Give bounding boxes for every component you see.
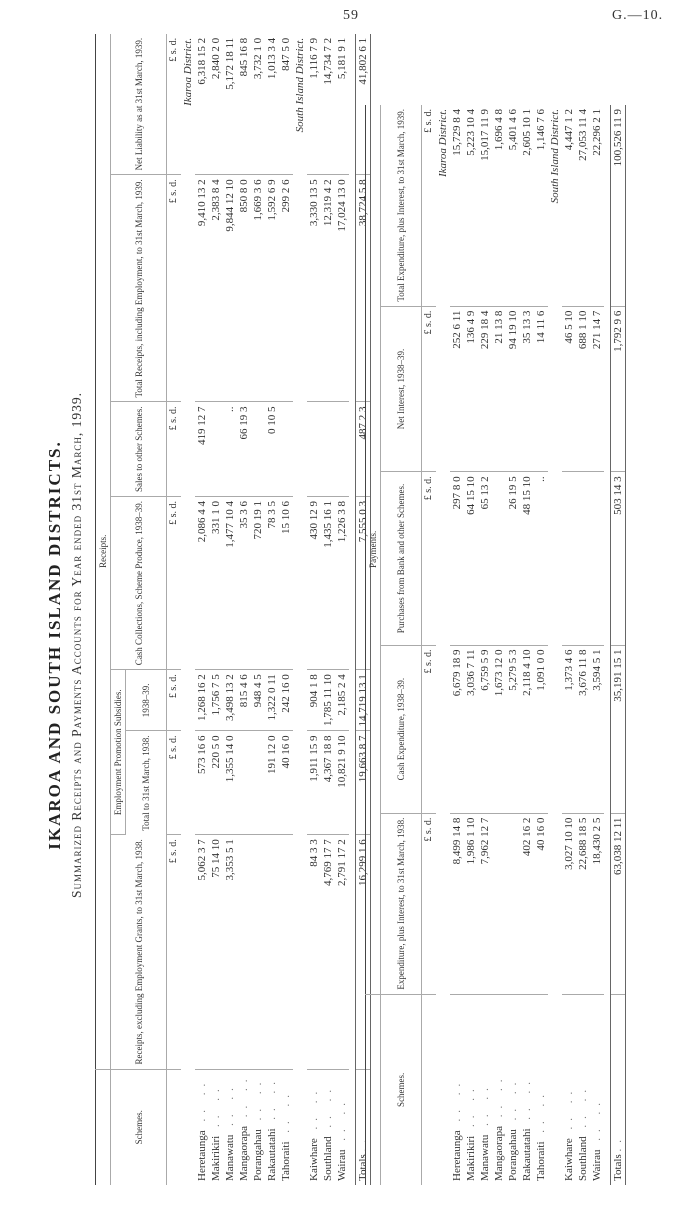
receipts-schemes-header: Schemes. [111, 1069, 167, 1185]
table-cell: 2,185 2 4 [335, 670, 349, 731]
table-cell: 845 16 8 [237, 34, 251, 175]
table-cell: 63,038 12 11 [611, 813, 626, 994]
unit-label: £ s. d. [167, 175, 182, 402]
scheme-name: Manawatu .. .. [479, 1082, 491, 1181]
table-row [307, 34, 321, 1185]
table-cell: 1,756 7 5 [209, 670, 223, 731]
table-cell: 3,732 1 0 [251, 34, 265, 175]
scheme-name: Makirikiri .. .. [210, 1083, 222, 1181]
table-cell: 297 8 0 [450, 472, 464, 645]
table-cell: 904 1 8 [307, 670, 321, 731]
table-cell: 9,410 13 2 [195, 175, 209, 402]
table-cell: 14,734 7 2 [321, 34, 335, 175]
table-cell: 78 3 5 [265, 496, 279, 669]
table-cell: 84 3 3 [307, 835, 321, 1069]
table-row [223, 34, 237, 1185]
table-cell [279, 835, 293, 1069]
unit-label: £ s. d. [422, 306, 437, 472]
scheme-name: Wairau .. .. [591, 1097, 603, 1181]
table-cell [576, 472, 590, 645]
table-cell: 430 12 9 [307, 496, 321, 669]
table-cell: 75 14 10 [209, 835, 223, 1069]
unit-label: £ s. d. [167, 670, 182, 731]
payments-table [365, 105, 626, 1185]
table-row [534, 105, 548, 1185]
table-cell [492, 813, 506, 994]
table-cell: 1,268 16 2 [195, 670, 209, 731]
table-cell: 1,792 9 6 [611, 306, 626, 472]
table-cell: 5,181 9 1 [335, 34, 349, 175]
payments-schemes-header: Schemes. [381, 994, 422, 1185]
receipts-heading: Receipts. [96, 34, 111, 1069]
scheme-name: Wairau .. .. [336, 1097, 348, 1181]
receipts-south-rows [307, 34, 349, 1185]
table-cell: 41,802 6 1 [356, 34, 371, 175]
table-cell: 331 1 0 [209, 496, 223, 669]
table-cell: 5,401 4 6 [506, 105, 520, 306]
table-cell: 487 2 3 [356, 402, 371, 496]
unit-label: £ s. d. [422, 105, 437, 306]
page-number: 59 [343, 8, 359, 23]
total-receipts-header: Total Receipts, including Employment, to 31st March, 1939. [111, 175, 167, 402]
table-cell: 850 8 0 [237, 175, 251, 402]
table-cell: 1,673 12 0 [492, 645, 506, 813]
table-row [450, 105, 464, 1185]
table-cell: 35 13 3 [520, 306, 534, 472]
scheme-name: Heretaunga .. .. [451, 1077, 463, 1181]
table-cell: 4,447 1 2 [562, 105, 576, 306]
document-reference: G.—10. [612, 8, 664, 23]
table-cell: 1,669 3 6 [251, 175, 265, 402]
table-cell: 100,526 11 9 [611, 105, 626, 306]
table-cell: 815 4 6 [237, 670, 251, 731]
table-cell [321, 402, 335, 496]
table-cell: 1,091 0 0 [534, 645, 548, 813]
table-cell: 5,172 18 11 [223, 34, 237, 175]
table-cell: 3,036 7 11 [464, 645, 478, 813]
table-cell: 64 15 10 [464, 472, 478, 645]
section-south-island: South Island District. [294, 37, 306, 133]
table-cell: 15,729 8 4 [450, 105, 464, 306]
table-cell: 46 5 10 [562, 306, 576, 472]
table-cell: .. [223, 402, 237, 496]
table-cell: 12,319 4 2 [321, 175, 335, 402]
payments-blank-header [366, 994, 381, 1185]
table-cell: 22,688 18 5 [576, 813, 590, 994]
table-cell: 720 19 1 [251, 496, 265, 669]
table-cell: 14,719 13 1 [356, 670, 371, 731]
table-cell: 2,383 8 4 [209, 175, 223, 402]
total-expenditure-header: Total Expenditure, plus Interest, to 31st March, 1939. [381, 105, 422, 306]
table-cell: 688 1 10 [576, 306, 590, 472]
total-to-1938-header: Total to 31st March, 1938. [126, 731, 167, 835]
scheme-name: Mangaorapa .. .. [493, 1073, 505, 1181]
table-row [562, 105, 576, 1185]
sales-header: Sales to other Schemes. [111, 402, 167, 496]
table-row [576, 105, 590, 1185]
scheme-name: Southland .. .. [322, 1083, 334, 1181]
scheme-name: Mangaorapa .. .. [238, 1073, 250, 1181]
table-cell: .. [534, 472, 548, 645]
table-cell: 1,785 11 10 [321, 670, 335, 731]
table-cell: 299 2 6 [279, 175, 293, 402]
table-cell: 5,279 5 3 [506, 645, 520, 813]
table-cell: 3,353 5 1 [223, 835, 237, 1069]
table-cell: 8,499 14 8 [450, 813, 464, 994]
table-cell: 48 15 10 [520, 472, 534, 645]
table-cell: 2,791 17 2 [335, 835, 349, 1069]
table-cell: 16,299 1 6 [356, 835, 371, 1069]
table-row [590, 105, 604, 1185]
table-cell: 1,116 7 9 [307, 34, 321, 175]
scheme-name: Manawatu .. .. [224, 1082, 236, 1181]
table-cell [237, 835, 251, 1069]
unit-label: £ s. d. [167, 496, 182, 669]
table-cell: 242 16 0 [279, 670, 293, 731]
table-cell [335, 402, 349, 496]
table-cell: 1,373 4 6 [562, 645, 576, 813]
table-cell: 4,769 17 7 [321, 835, 335, 1069]
table-cell: 573 16 6 [195, 731, 209, 835]
table-cell: 271 14 7 [590, 306, 604, 472]
table-cell: 3,498 13 2 [223, 670, 237, 731]
table-row [478, 105, 492, 1185]
net-liability-header: Net Liability as at 31st March, 1939. [111, 34, 167, 175]
table-cell: 94 19 10 [506, 306, 520, 472]
table-cell: 1,355 14 0 [223, 731, 237, 835]
table-cell [492, 472, 506, 645]
table-cell: 35,191 15 1 [611, 645, 626, 813]
table-cell: 1,477 10 4 [223, 496, 237, 669]
table-cell: 27,053 11 4 [576, 105, 590, 306]
table-cell: 15 10 6 [279, 496, 293, 669]
table-row [335, 34, 349, 1185]
table-cell: 1,696 4 8 [492, 105, 506, 306]
receipts-unit-row [167, 34, 182, 1185]
table-cell: 2,840 2 0 [209, 34, 223, 175]
table-cell: 1,435 16 1 [321, 496, 335, 669]
receipts-ikaroa-rows [195, 34, 293, 1185]
unit-label: £ s. d. [422, 645, 437, 813]
table-cell [209, 402, 223, 496]
table-cell: 0 10 5 [265, 402, 279, 496]
table-cell: 1,013 3 4 [265, 34, 279, 175]
table-cell [506, 813, 520, 994]
table-cell: 2,086 4 4 [195, 496, 209, 669]
rotated-page-content [35, 37, 635, 1185]
table-cell: 252 6 11 [450, 306, 464, 472]
year-1938-39-header: 1938–39. [126, 670, 167, 731]
table-cell: 22,296 2 1 [590, 105, 604, 306]
table-row [209, 34, 223, 1185]
scheme-name: Rakautatahi .. .. [521, 1075, 533, 1181]
document-subtitle: Summarized Receipts and Payments Accounts for Year ended 31st March, 1939. [69, 392, 84, 898]
table-cell: 847 5 0 [279, 34, 293, 175]
table-cell: 503 14 3 [611, 472, 626, 645]
scheme-name: Heretaunga .. .. [196, 1077, 208, 1181]
table-row [265, 34, 279, 1185]
table-cell: 7,555 0 3 [356, 496, 371, 669]
table-cell: 40 16 0 [279, 731, 293, 835]
payments-unit-row [422, 105, 437, 1185]
table-cell: 35 3 6 [237, 496, 251, 669]
table-cell: 21 13 8 [492, 306, 506, 472]
scheme-name: Tahoraiti .. .. [535, 1088, 547, 1181]
table-cell: 2,605 10 1 [520, 105, 534, 306]
document-title: IKAROA AND SOUTH ISLAND DISTRICTS. [45, 440, 64, 850]
table-cell [307, 402, 321, 496]
unit-label: £ s. d. [422, 472, 437, 645]
table-row [492, 105, 506, 1185]
table-cell: 1,322 0 11 [265, 670, 279, 731]
table-cell: 7,962 12 7 [478, 813, 492, 994]
scheme-name: Tahoraiti .. .. [280, 1088, 292, 1181]
scheme-name: Porangahau .. .. [252, 1076, 264, 1181]
table-cell [590, 472, 604, 645]
table-cell: 3,330 13 5 [307, 175, 321, 402]
table-row [506, 105, 520, 1185]
table-cell: 14 11 6 [534, 306, 548, 472]
table-cell: 5,223 10 4 [464, 105, 478, 306]
scheme-name: Kaiwhare .. .. [308, 1085, 320, 1181]
table-cell: 1,226 3 8 [335, 496, 349, 669]
section-south-island: South Island District. [549, 109, 561, 204]
payments-totals-row [611, 105, 626, 1185]
cash-collections-header: Cash Collections, Scheme Produce, 1938–39. [111, 496, 167, 669]
table-cell: 6,759 5 9 [478, 645, 492, 813]
table-cell: 419 12 7 [195, 402, 209, 496]
payments-ikaroa-rows [450, 105, 548, 1185]
table-row [464, 105, 478, 1185]
table-cell: 40 16 0 [534, 813, 548, 994]
receipts-blank-header [96, 1069, 111, 1185]
table-cell [237, 731, 251, 835]
table-cell: 3,676 11 8 [576, 645, 590, 813]
table-cell [251, 835, 265, 1069]
table-cell: 1,986 1 10 [464, 813, 478, 994]
table-cell: 15,017 11 9 [478, 105, 492, 306]
table-cell: 1,911 15 9 [307, 731, 321, 835]
table-cell: 6,318 15 2 [195, 34, 209, 175]
table-cell: 220 5 0 [209, 731, 223, 835]
table-cell: 66 19 3 [237, 402, 251, 496]
payments-south-rows [562, 105, 604, 1185]
table-cell [251, 731, 265, 835]
table-row [237, 34, 251, 1185]
table-cell: 5,062 3 7 [195, 835, 209, 1069]
table-cell [265, 835, 279, 1069]
table-cell [279, 402, 293, 496]
section-ikaroa: Ikaroa District. [182, 37, 194, 106]
table-cell: 4,367 18 8 [321, 731, 335, 835]
table-cell: 402 16 2 [520, 813, 534, 994]
scheme-name: Kaiwhare .. .. [563, 1085, 575, 1181]
unit-label: £ s. d. [167, 34, 182, 175]
table-row [279, 34, 293, 1185]
scheme-name: Porangahau .. .. [507, 1076, 519, 1181]
scheme-name: Rakautatahi .. .. [266, 1075, 278, 1181]
unit-label: £ s. d. [167, 731, 182, 835]
table-cell: 136 4 9 [464, 306, 478, 472]
table-cell: 948 4 5 [251, 670, 265, 731]
unit-label: £ s. d. [167, 402, 182, 496]
subsidies-group-header: Employment Promotion Subsidies. [111, 670, 126, 835]
table-cell: 1,592 6 9 [265, 175, 279, 402]
table-cell: 9,844 12 10 [223, 175, 237, 402]
purchases-header: Purchases from Bank and other Schemes. [381, 472, 422, 645]
unit-label: £ s. d. [422, 813, 437, 994]
payments-heading: Payments. [366, 105, 381, 994]
table-cell: 18,430 2 5 [590, 813, 604, 994]
receipts-excl-header: Receipts, excluding Employment Grants, to 31st March, 1938. [111, 835, 167, 1069]
net-interest-header: Net Interest, 1938–39. [381, 306, 422, 472]
totals-label: Totals .. [611, 994, 626, 1185]
table-row [321, 34, 335, 1185]
table-cell: 65 13 2 [478, 472, 492, 645]
table-cell [251, 402, 265, 496]
table-row [520, 105, 534, 1185]
unit-label: £ s. d. [167, 835, 182, 1069]
section-ikaroa: Ikaroa District. [437, 109, 449, 178]
table-cell: 26 19 5 [506, 472, 520, 645]
table-cell: 38,724 5 8 [356, 175, 371, 402]
expenditure-to-1938-header: Expenditure, plus Interest, to 31st March, 1938. [381, 813, 422, 994]
table-row [195, 34, 209, 1185]
receipts-table [95, 34, 371, 1185]
table-cell: 229 18 4 [478, 306, 492, 472]
table-cell: 191 12 0 [265, 731, 279, 835]
table-row [251, 34, 265, 1185]
table-cell: 17,024 13 0 [335, 175, 349, 402]
table-cell: 6,679 18 9 [450, 645, 464, 813]
table-cell: 10,821 9 10 [335, 731, 349, 835]
table-cell: 3,594 5 1 [590, 645, 604, 813]
table-cell [562, 472, 576, 645]
table-cell: 1,146 7 6 [534, 105, 548, 306]
totals-label: Totals .. [356, 1069, 371, 1185]
table-cell: 19,663 8 7 [356, 731, 371, 835]
scheme-name: Makirikiri .. .. [465, 1083, 477, 1181]
cash-expenditure-header: Cash Expenditure, 1938–39. [381, 645, 422, 813]
table-cell: 2,118 4 10 [520, 645, 534, 813]
table-cell: 3,027 10 10 [562, 813, 576, 994]
scheme-name: Southland .. .. [577, 1083, 589, 1181]
